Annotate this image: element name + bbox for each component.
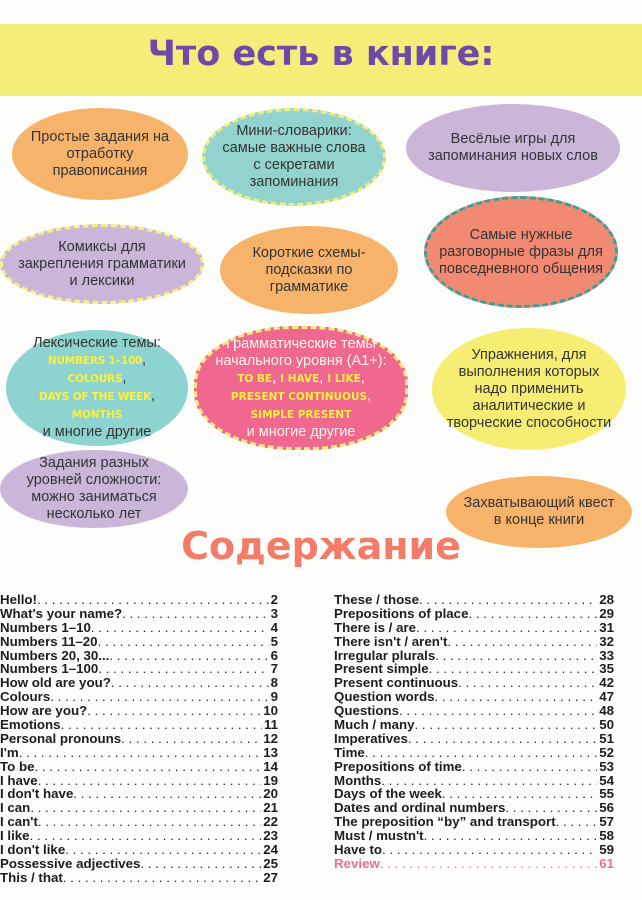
toc-leader-dots	[30, 829, 262, 843]
toc-entry-page: 14	[263, 758, 278, 774]
toc-entry-title: I can	[0, 800, 31, 816]
toc-entry-title: The preposition “by” and transport	[334, 814, 556, 830]
toc-entry-title: Irregular plurals	[334, 647, 436, 663]
toc-entry	[334, 774, 614, 788]
toc-entry-title: What's your name?	[0, 605, 123, 621]
feature-exercises	[432, 328, 626, 450]
topic-to-be: TO BE	[237, 372, 273, 385]
toc-entry	[334, 649, 614, 663]
toc-entry-title: I like	[0, 828, 30, 844]
toc-entry-title: Numbers 20, 30...	[0, 647, 110, 663]
toc-leader-dots	[442, 787, 597, 801]
toc-entry-title: Questions	[334, 703, 400, 719]
feature-text	[18, 335, 176, 441]
toc-entry	[334, 704, 614, 718]
toc-entry-page: 47	[599, 689, 614, 705]
toc-entry-page: 56	[599, 800, 614, 816]
toc-entry-title: Present simple	[334, 661, 429, 677]
toc-entry	[334, 607, 614, 621]
toc-entry-title: Numbers 1–100	[0, 661, 99, 677]
toc-entry-page: 54	[599, 772, 614, 788]
toc-entry-page: 13	[263, 744, 278, 760]
toc-leader-dots	[122, 607, 268, 621]
feature-pre: Лексические темы:	[33, 335, 161, 351]
toc-entry-title: Present continuous	[334, 675, 459, 691]
toc-leader-dots	[61, 718, 262, 732]
feature-text: Короткие схемы-подсказки по грамматике	[252, 244, 366, 295]
toc-entry-page: 57	[599, 814, 614, 830]
toc-leader-dots	[435, 649, 597, 663]
separator: ,	[360, 369, 365, 386]
toc-entry-title: Prepositions of place	[334, 605, 469, 621]
toc-leader-dots	[38, 774, 262, 788]
feature-spelling-tasks	[12, 108, 188, 200]
toc-entry	[334, 732, 614, 746]
toc-entry-page: 23	[263, 828, 278, 844]
feature-text: Мини-словарики: самые важные слова с секретами запоминания	[222, 123, 366, 190]
toc-entry-page: 53	[599, 758, 614, 774]
toc-entry	[0, 621, 278, 635]
toc-entry	[334, 746, 614, 760]
toc-entry-page: 12	[263, 730, 278, 746]
toc-entry	[0, 843, 278, 857]
toc-entry-page: 42	[599, 675, 614, 691]
toc-entry-page: 7	[270, 661, 278, 677]
toc-entry-title: Numbers 1–10	[0, 619, 91, 635]
toc-entry	[0, 607, 278, 621]
toc-entry	[0, 787, 278, 801]
toc-entry	[334, 718, 614, 732]
toc-entry	[0, 690, 278, 704]
toc-entry-title: How are you?	[0, 703, 88, 719]
toc-entry-page: 55	[599, 786, 614, 802]
toc-leader-dots	[109, 649, 268, 663]
toc-entry-page: 4	[270, 619, 278, 635]
toc-entry-page: 10	[263, 703, 278, 719]
toc-leader-dots	[34, 760, 261, 774]
toc-leader-dots	[505, 801, 597, 815]
toc-entry-title: Possessive adjectives	[0, 855, 141, 871]
toc-entry-page: 25	[263, 855, 278, 871]
toc-entry	[0, 593, 278, 607]
toc-entry-page: 3	[270, 605, 278, 621]
toc-entry-title: Review	[334, 855, 380, 871]
toc-entry-page: 21	[263, 800, 278, 816]
toc-leader-dots	[63, 871, 261, 885]
toc-entry-page: 59	[599, 842, 614, 858]
toc-leader-dots	[73, 787, 261, 801]
feature-text: Комиксы для закрепления грамматики и лексики	[18, 238, 186, 289]
toc-leader-dots	[140, 857, 261, 871]
toc-entry	[0, 635, 278, 649]
toc-entry-page: 33	[599, 647, 614, 663]
toc-entry	[334, 843, 614, 857]
contents-list-left	[0, 593, 278, 885]
feature-lexical-topics	[6, 330, 188, 446]
toc-entry	[0, 704, 278, 718]
toc-leader-dots	[50, 690, 268, 704]
toc-entry	[0, 801, 278, 815]
toc-entry	[0, 676, 278, 690]
toc-entry-title: Must / mustn't	[334, 828, 424, 844]
toc-entry-title: Dates and ordinal numbers	[334, 800, 506, 816]
toc-entry-page: 5	[270, 633, 278, 649]
toc-entry-title: Much / many	[334, 717, 415, 733]
toc-entry-page: 61	[599, 855, 614, 871]
separator: ,	[319, 369, 328, 386]
feature-text: Самые нужные разговорные фразы для повседневного общения	[439, 226, 603, 277]
toc-leader-dots	[429, 662, 598, 676]
toc-entry	[334, 801, 614, 815]
feature-pre: Грамматические темы начального уровня (A1+):	[215, 335, 387, 369]
toc-leader-dots	[91, 621, 269, 635]
toc-entry	[0, 746, 278, 760]
toc-entry-page: 19	[263, 772, 278, 788]
feature-comics	[0, 224, 204, 304]
toc-entry-title: There isn't / aren't	[334, 633, 448, 649]
toc-entry-page: 31	[599, 619, 614, 635]
toc-entry-title: Months	[334, 772, 382, 788]
toc-entry-page: 28	[599, 592, 614, 607]
toc-entry-page: 27	[263, 869, 278, 885]
feature-fun-games	[406, 104, 620, 192]
toc-leader-dots	[37, 593, 269, 607]
feature-phrases	[424, 196, 618, 308]
topic-days: DAYS OF THE WEEK	[38, 391, 152, 403]
feature-text: Весёлые игры для запоминания новых слов	[428, 131, 598, 164]
topic-numbers: NUMBERS 1–100	[47, 355, 143, 367]
toc-entry	[0, 662, 278, 676]
toc-leader-dots	[380, 857, 597, 871]
toc-leader-dots	[458, 676, 597, 690]
toc-entry	[0, 871, 278, 885]
separator: ,	[272, 369, 281, 386]
feature-text: Захватывающий квест в конце книги	[463, 495, 615, 528]
toc-entry-page: 35	[599, 661, 614, 677]
separator: ,	[151, 388, 156, 404]
toc-entry	[0, 815, 278, 829]
toc-entry	[334, 621, 614, 635]
toc-leader-dots	[365, 746, 597, 760]
toc-entry-page: 6	[270, 647, 278, 663]
toc-entry-page: 29	[599, 605, 614, 621]
toc-leader-dots	[462, 760, 597, 774]
toc-entry	[334, 815, 614, 829]
toc-leader-dots	[415, 718, 598, 732]
topic-months: MONTHS	[71, 409, 123, 421]
toc-leader-dots	[382, 843, 597, 857]
separator: ,	[367, 387, 372, 404]
feature-text	[209, 336, 393, 441]
contents-title: Содержание	[181, 524, 461, 568]
toc-leader-dots	[98, 635, 269, 649]
toc-leader-dots	[381, 774, 597, 788]
toc-entry-title: Colours	[0, 689, 51, 705]
toc-entry-title: Question words	[334, 689, 435, 705]
page-title: Что есть в книге:	[147, 34, 495, 74]
toc-entry-title: Prepositions of time	[334, 758, 462, 774]
toc-entry-page: 50	[599, 717, 614, 733]
toc-entry	[0, 732, 278, 746]
feature-post: и многие другие	[246, 423, 356, 440]
toc-entry-title: I have	[0, 772, 38, 788]
toc-entry	[0, 718, 278, 732]
toc-leader-dots	[408, 732, 597, 746]
toc-entry-page: 20	[263, 786, 278, 802]
feature-post: и многие другие	[42, 424, 152, 440]
toc-leader-dots	[19, 746, 262, 760]
toc-entry-page: 48	[599, 703, 614, 719]
toc-leader-dots	[556, 815, 598, 829]
toc-leader-dots	[416, 621, 597, 635]
feature-difficulty-levels	[0, 450, 188, 528]
toc-entry-title: Imperatives	[334, 730, 408, 746]
toc-entry	[334, 635, 614, 649]
toc-entry	[334, 662, 614, 676]
toc-entry-title: Have to	[334, 842, 383, 858]
toc-leader-dots	[468, 607, 597, 621]
toc-entry-title: Emotions	[0, 717, 61, 733]
toc-entry-title: I don't like	[0, 842, 66, 858]
toc-entry-page: 22	[263, 814, 278, 830]
toc-entry-title: This / that	[0, 869, 63, 885]
toc-entry-title: I don't have	[0, 786, 74, 802]
toc-entry	[334, 829, 614, 843]
feature-text: Упражнения, для выполнения которых надо применить аналитические и творческие способности	[446, 346, 612, 431]
toc-leader-dots	[111, 676, 269, 690]
toc-leader-dots	[424, 829, 598, 843]
toc-entry	[334, 676, 614, 690]
toc-entry	[334, 690, 614, 704]
toc-entry-title: Hello!	[0, 592, 37, 607]
toc-entry-title: These / those	[334, 592, 419, 607]
toc-entry	[0, 774, 278, 788]
toc-entry-title: Personal pronouns	[0, 730, 122, 746]
contents-list-right	[334, 593, 614, 871]
toc-entry	[334, 787, 614, 801]
toc-entry-title: I can't	[0, 814, 38, 830]
toc-leader-dots	[399, 704, 597, 718]
toc-leader-dots	[30, 801, 261, 815]
toc-leader-dots	[447, 635, 597, 649]
feature-text: Задания разных уровней сложности: можно заниматься несколько лет	[26, 455, 162, 522]
toc-entry-page: 9	[270, 689, 278, 705]
toc-entry-title: I'm	[0, 744, 19, 760]
topic-i-have: I HAVE	[280, 372, 320, 385]
toc-entry-page: 51	[599, 730, 614, 746]
separator: ,	[142, 352, 147, 368]
toc-entry-page: 2	[270, 592, 278, 607]
toc-leader-dots	[419, 593, 597, 607]
toc-entry-title: Time	[334, 744, 365, 760]
toc-entry-title: Days of the week	[334, 786, 442, 802]
topic-i-like: I LIKE	[327, 372, 361, 385]
toc-entry	[0, 829, 278, 843]
toc-entry-title: How old are you?	[0, 675, 111, 691]
toc-entry-title: To be	[0, 758, 35, 774]
toc-leader-dots	[98, 662, 268, 676]
toc-entry-page: 11	[263, 717, 278, 733]
toc-entry	[334, 593, 614, 607]
topic-colours: COLOURS	[67, 373, 123, 385]
topic-present-continuous: PRESENT CONTINUOUS	[230, 390, 368, 403]
toc-leader-dots	[434, 690, 597, 704]
toc-entry	[0, 760, 278, 774]
toc-entry-page: 52	[599, 744, 614, 760]
toc-entry	[0, 649, 278, 663]
topic-simple-present: SIMPLE PRESENT	[250, 408, 352, 421]
feature-mini-dictionaries	[202, 108, 386, 206]
toc-entry-page: 32	[599, 633, 614, 649]
toc-entry-title: There is / are	[334, 619, 417, 635]
toc-entry-page: 58	[599, 828, 614, 844]
toc-entry-page: 24	[263, 842, 278, 858]
toc-entry	[334, 857, 614, 871]
feature-grammar-topics	[194, 326, 408, 450]
toc-leader-dots	[38, 815, 261, 829]
feature-grammar-schemes	[220, 226, 398, 314]
separator: ,	[122, 370, 127, 386]
toc-entry	[334, 760, 614, 774]
toc-leader-dots	[87, 704, 261, 718]
toc-entry-title: Numbers 11–20	[0, 633, 98, 649]
toc-entry-page: 8	[270, 675, 278, 691]
toc-leader-dots	[121, 732, 261, 746]
toc-leader-dots	[65, 843, 261, 857]
toc-entry	[0, 857, 278, 871]
feature-text: Простые задания на отработку правописания	[30, 128, 170, 179]
